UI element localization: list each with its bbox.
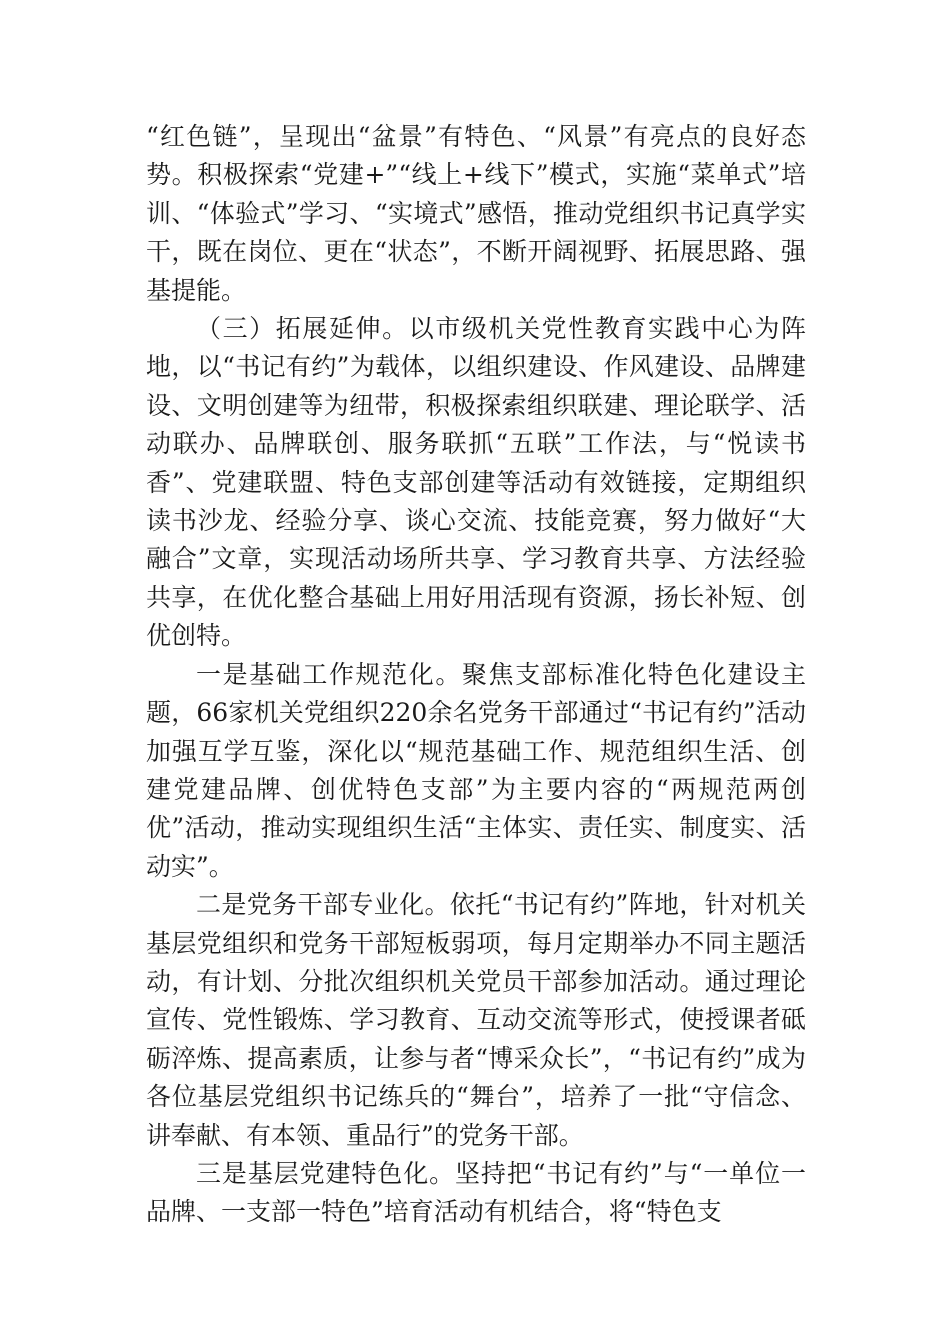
paragraph-grassroots-party-building: 三是基层党建特色化。坚持把“书记有约”与“一单位一品牌、一支部一特色”培育活动有机结合，将“特色支 xyxy=(146,1158,806,1227)
paragraph-red-chain: “红色链”，呈现出“盆景”有特色、“风景”有亮点的良好态势。积极探索“党建+”“线上+线下”模式，实施“菜单式”培训、“体验式”学习、“实境式”感悟，推动党组织书记真学实干，既在岗位、更在“状态”，不断开阔视野、拓展思路、强基提能。 xyxy=(146,122,806,305)
paragraph-expand-extend: （三）拓展延伸。以市级机关党性教育实践中心为阵地，以“书记有约”为载体，以组织建设、作风建设、品牌建设、文明创建等为纽带，积极探索组织联建、理论联学、活动联办、品牌联创、服务联抓“五联”工作法，与“悦读书香”、党建联盟、特色支部创建等活动有效链接，定期组织读书沙龙、经验分享、谈心交流、技能竞赛，努力做好“大融合”文章，实现活动场所共享、学习教育共享、方法经验共享，在优化整合基础上用好用活现有资源，扬长补短、创优创特。 xyxy=(146,314,806,651)
paragraph-basic-work-standardization: 一是基础工作规范化。聚焦支部标准化特色化建设主题，66家机关党组织220余名党务干部通过“书记有约”活动加强互学互鉴，深化以“规范基础工作、规范组织生活、创建党建品牌、创优特色支部”为主要内容的“两规范两创优”活动，推动实现组织生活“主体实、责任实、制度实、活动实”。 xyxy=(146,659,806,881)
paragraph-party-cadre-professionalization: 二是党务干部专业化。依托“书记有约”阵地，针对机关基层党组织和党务干部短板弱项，每月定期举办不同主题活动，有计划、分批次组织机关党员干部参加活动。通过理论宣传、党性锻炼、学习教育、互动交流等形式，使授课者砥砺淬炼、提高素质，让参与者“博采众长”，“书记有约”成为各位基层党组织书记练兵的“舞台”，培养了一批“守信念、讲奉献、有本领、重品行”的党务干部。 xyxy=(146,890,806,1150)
document-page xyxy=(146,118,806,1232)
